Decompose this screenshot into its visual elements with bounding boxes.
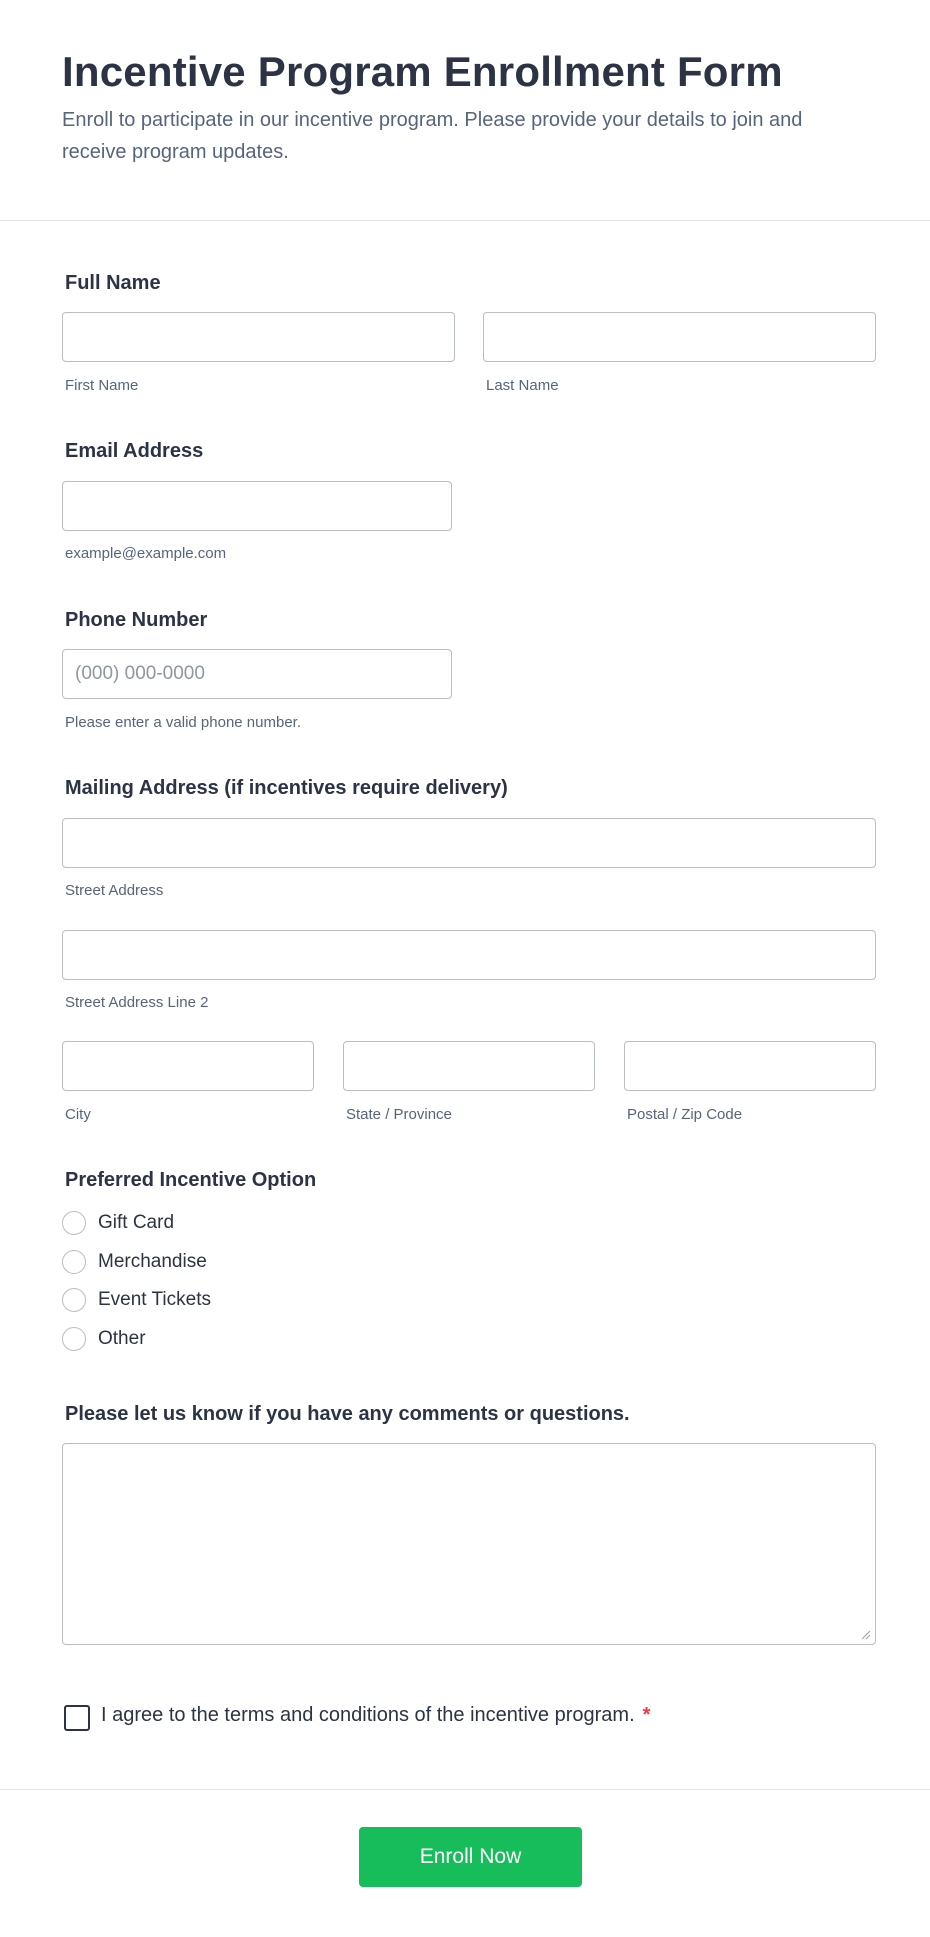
- incentive-label: Preferred Incentive Option: [65, 1169, 317, 1191]
- address-label: Mailing Address (if incentives require delivery): [65, 777, 508, 799]
- email-sublabel: example@example.com: [65, 545, 227, 562]
- street-address-line2-sublabel: Street Address Line 2: [65, 994, 209, 1011]
- radio-label: Event Tickets: [98, 1289, 211, 1310]
- phone-label: Phone Number: [65, 609, 208, 631]
- radio-option-gift-card[interactable]: [62, 1209, 174, 1237]
- full-name-label: Full Name: [65, 272, 161, 294]
- postal-code-sublabel: Postal / Zip Code: [627, 1106, 743, 1123]
- city-input[interactable]: [62, 1041, 314, 1091]
- email-label: Email Address: [65, 440, 204, 462]
- page-subtitle: Enroll to participate in our incentive program. Please provide your details to join and receive program updates.: [62, 109, 803, 163]
- terms-text: I agree to the terms and conditions of the incentive program.: [101, 1704, 635, 1726]
- radio-label: Gift Card: [98, 1212, 175, 1233]
- city-sublabel: City: [65, 1106, 91, 1123]
- radio-label: Merchandise: [98, 1251, 207, 1272]
- footer-divider: [0, 1789, 930, 1790]
- enroll-now-button[interactable]: Enroll Now: [359, 1827, 582, 1887]
- radio-button[interactable]: [62, 1327, 86, 1351]
- state-sublabel: State / Province: [346, 1106, 452, 1123]
- terms-label[interactable]: [101, 1704, 650, 1727]
- street-address-input[interactable]: [62, 818, 876, 868]
- radio-button[interactable]: [62, 1288, 86, 1312]
- street-address-sublabel: Street Address: [65, 882, 164, 899]
- comments-label: Please let us know if you have any comments or questions.: [65, 1403, 630, 1425]
- radio-button[interactable]: [62, 1250, 86, 1274]
- first-name-input[interactable]: [62, 312, 455, 362]
- radio-label: Other: [98, 1328, 146, 1349]
- phone-input[interactable]: [62, 649, 452, 699]
- radio-button[interactable]: [62, 1211, 86, 1235]
- phone-sublabel: Please enter a valid phone number.: [65, 714, 301, 731]
- state-input[interactable]: [343, 1041, 595, 1091]
- last-name-input[interactable]: [483, 312, 876, 362]
- page-title: Incentive Program Enrollment Form: [62, 48, 783, 95]
- required-asterisk: *: [642, 1704, 651, 1726]
- terms-checkbox[interactable]: [64, 1705, 90, 1731]
- email-input[interactable]: [62, 481, 452, 531]
- last-name-sublabel: Last Name: [486, 377, 559, 394]
- radio-option-event-tickets[interactable]: [62, 1286, 211, 1314]
- radio-option-other[interactable]: [62, 1325, 146, 1353]
- first-name-sublabel: First Name: [65, 377, 139, 394]
- street-address-line2-input[interactable]: [62, 930, 876, 980]
- form-header: [0, 0, 930, 221]
- postal-code-input[interactable]: [624, 1041, 876, 1091]
- radio-option-merchandise[interactable]: [62, 1248, 207, 1276]
- comments-textarea[interactable]: [62, 1443, 876, 1645]
- resize-handle-icon[interactable]: [861, 1630, 871, 1640]
